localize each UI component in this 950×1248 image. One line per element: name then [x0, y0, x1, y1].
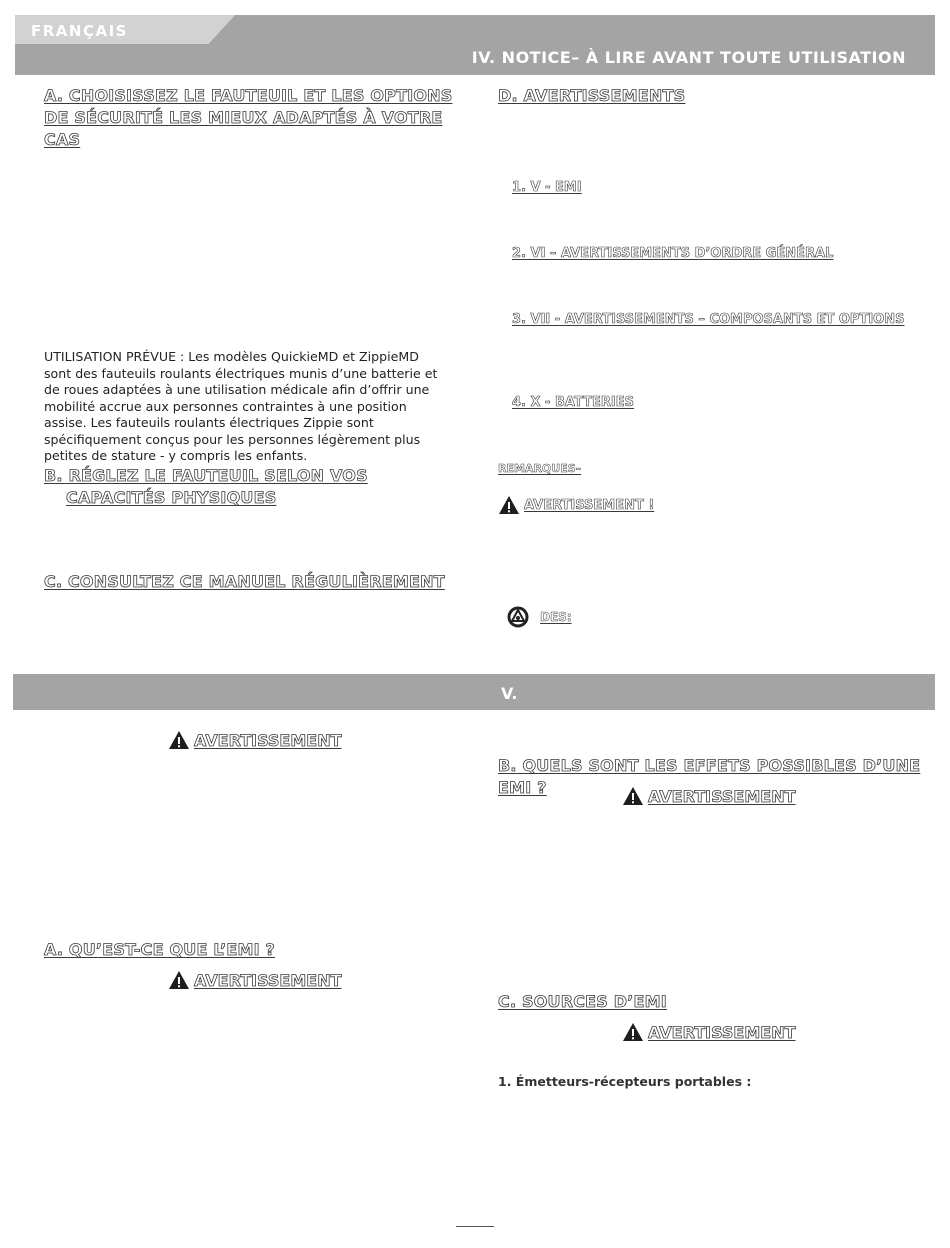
- warning-triangle-icon: [498, 495, 520, 515]
- warning-label: AVERTISSEMENT: [648, 1022, 796, 1042]
- warning-list-item: 2. VI – AVERTISSEMENTS D’ORDRE GÉNÉRAL: [512, 246, 834, 261]
- warning-notice: [622, 786, 796, 806]
- section-v-band: [13, 674, 935, 710]
- heading-b-adjust-chair: B. RÉGLEZ LE FAUTEUIL SELON VOS CAPACITÉS PHYSIQUES: [44, 466, 368, 507]
- heading-c-consult-manual: C. CONSULTEZ CE MANUEL RÉGULIÈREMENT: [44, 572, 445, 591]
- des-label: DES:: [540, 610, 572, 624]
- warning-list-item: 3. VII - AVERTISSEMENTS – COMPOSANTS ET OPTIONS: [512, 312, 905, 327]
- warning-triangle-icon: [168, 970, 190, 990]
- remarques-label: REMARQUES–: [498, 462, 582, 475]
- intended-use-paragraph: UTILISATION PRÉVUE : Les modèles QuickieMD et ZippieMD sont des fauteuils roulants électriques munis d’une batterie et de roues adaptées à une utilisation médicale afin d’offrir une mobilité accrue aux personnes contraintes à une position assise. Les fauteuils roulants électriques Zippie sont spécifiquement conçus pour les personnes légèrement plus petites de stature - y compris les enfants.: [44, 349, 438, 463]
- esd-notice: [506, 605, 572, 629]
- section-title: IV. NOTICE– À LIRE AVANT TOUTE UTILISATION: [471, 48, 906, 67]
- section-v-title: V.: [501, 684, 518, 703]
- warning-list-item: 1. V - EMI: [512, 180, 582, 195]
- warning-triangle-icon: [622, 786, 644, 806]
- heading-c-emi-sources: C. SOURCES D’EMI: [498, 992, 667, 1011]
- warning-label: AVERTISSEMENT !: [524, 497, 655, 513]
- warning-notice: [168, 970, 342, 990]
- warning-label: AVERTISSEMENT: [194, 970, 342, 990]
- esd-icon: [506, 605, 530, 629]
- heading-d-warnings: D. AVERTISSEMENTS: [498, 86, 686, 105]
- warning-triangle-icon: [168, 730, 190, 750]
- warning-triangle-icon: [622, 1022, 644, 1042]
- list-item-portable-transceivers: 1. Émetteurs-récepteurs portables :: [498, 1074, 752, 1089]
- warning-label: AVERTISSEMENT: [648, 786, 796, 806]
- warning-notice: [168, 730, 342, 750]
- heading-a-choose-chair: A. CHOISISSEZ LE FAUTEUIL ET LES OPTIONS DE SÉCURITÉ LES MIEUX ADAPTÉS À VOTRE CAS: [44, 86, 453, 149]
- warning-label: AVERTISSEMENT: [194, 730, 342, 750]
- heading-b-emi-effects: B. QUELS SONT LES EFFETS POSSIBLES D’UNE EMI ?: [498, 756, 921, 797]
- page-footer-rule: [456, 1226, 494, 1227]
- heading-a-what-is-emi: A. QU’EST-CE QUE L’EMI ?: [44, 940, 276, 959]
- warning-notice: [622, 1022, 796, 1042]
- warning-list-item: 4. X - BATTERIES: [512, 395, 634, 410]
- warning-notice: [498, 495, 654, 515]
- language-label: FRANÇAIS: [31, 22, 128, 40]
